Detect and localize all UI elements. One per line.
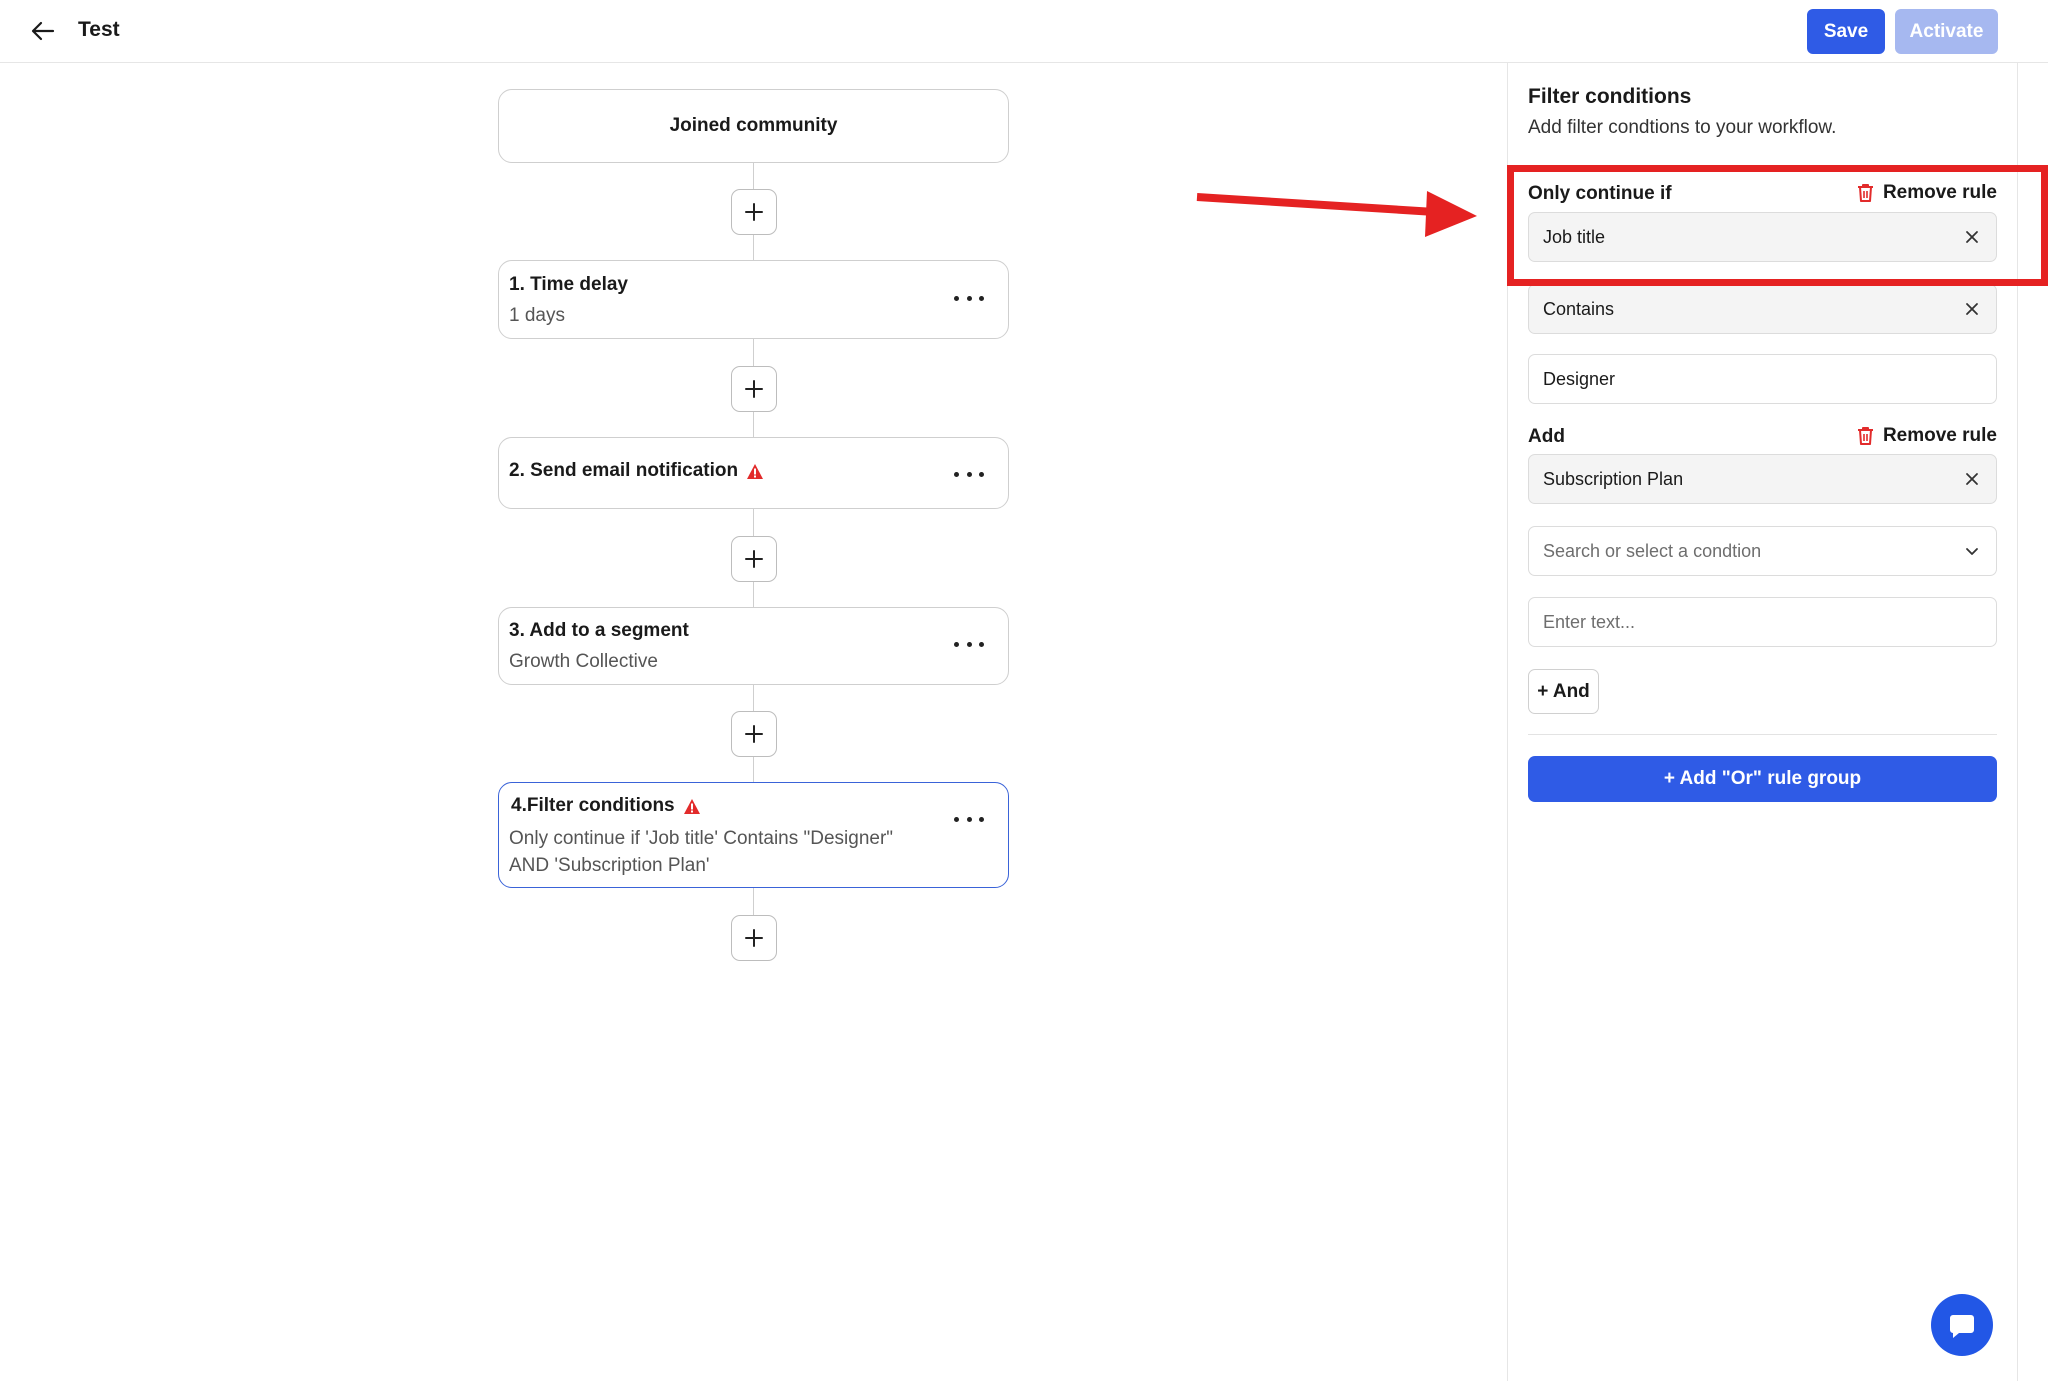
step-send-email[interactable] xyxy=(498,437,1009,509)
rule-operator-value: Contains xyxy=(1543,298,1615,319)
rule-label: Add xyxy=(1528,426,1565,447)
more-options-icon[interactable] xyxy=(954,288,984,308)
step-filter-conditions[interactable] xyxy=(498,782,1009,888)
enter-text-field[interactable] xyxy=(1543,612,1982,633)
chat-icon xyxy=(1947,1310,1977,1340)
remove-rule-label: Remove rule xyxy=(1882,182,1997,203)
trigger-label: Joined community xyxy=(669,115,838,136)
add-step-button[interactable] xyxy=(731,915,777,961)
step-title xyxy=(509,274,628,296)
text-input[interactable] xyxy=(1528,597,1997,647)
step-title-text: 4.Filter conditions xyxy=(511,795,675,816)
more-options-icon[interactable] xyxy=(954,634,984,654)
add-step-button[interactable] xyxy=(731,366,777,412)
step-title xyxy=(509,620,689,642)
step-add-segment[interactable] xyxy=(498,607,1009,685)
panel-description: Add filter condtions to your workflow. xyxy=(1528,117,1837,138)
step-title-text: 2. Send email notification xyxy=(509,460,739,481)
flow-connector xyxy=(753,888,754,915)
panel-title: Filter conditions xyxy=(1528,85,1692,108)
remove-rule-label: Remove rule xyxy=(1882,425,1997,446)
step-title-text: 3. Add to a segment xyxy=(509,620,689,641)
top-bar xyxy=(0,0,2048,63)
step-subtitle: 1 days xyxy=(509,305,565,326)
more-options-icon[interactable] xyxy=(954,464,984,484)
rule-label: Only continue if xyxy=(1528,183,1672,204)
rule-field-value: Job title xyxy=(1543,226,1606,247)
rule-value-text: Designer xyxy=(1543,368,1616,389)
clear-icon[interactable] xyxy=(1962,299,1982,319)
remove-rule-button[interactable] xyxy=(1857,425,1997,447)
step-title xyxy=(511,795,701,817)
rule-operator-select[interactable] xyxy=(1528,284,1997,334)
chat-support-button[interactable] xyxy=(1931,1294,1993,1356)
chevron-down-icon[interactable] xyxy=(1962,541,1982,561)
plus-icon xyxy=(744,379,764,399)
add-or-rule-group-button[interactable]: + Add "Or" rule group xyxy=(1528,756,1997,802)
condition-select[interactable] xyxy=(1528,526,1997,576)
add-step-button[interactable] xyxy=(731,536,777,582)
step-subtitle-line1: Only continue if 'Job title' Contains "Designer" xyxy=(509,828,894,849)
annotation-arrow-icon xyxy=(1195,185,1480,245)
add-step-button[interactable] xyxy=(731,189,777,235)
divider xyxy=(1528,734,1997,735)
warning-icon xyxy=(746,463,764,480)
trigger-node[interactable] xyxy=(498,89,1009,163)
page-title: Test xyxy=(78,18,120,41)
add-and-button[interactable]: + And xyxy=(1528,669,1599,714)
more-options-icon[interactable] xyxy=(954,809,984,829)
clear-icon[interactable] xyxy=(1962,469,1982,489)
plus-icon xyxy=(744,202,764,222)
activate-button[interactable]: Activate xyxy=(1895,9,1998,54)
plus-icon xyxy=(744,928,764,948)
plus-icon xyxy=(744,549,764,569)
step-time-delay[interactable] xyxy=(498,260,1009,339)
warning-icon xyxy=(683,798,701,815)
add-step-button[interactable] xyxy=(731,711,777,757)
rule-value-input[interactable] xyxy=(1528,354,1997,404)
back-arrow-icon[interactable] xyxy=(26,14,60,48)
rule-field-select[interactable] xyxy=(1528,454,1997,504)
annotation-highlight-box xyxy=(1507,165,2048,286)
plus-icon xyxy=(744,724,764,744)
rule-field-value: Subscription Plan xyxy=(1543,468,1684,489)
save-button[interactable]: Save xyxy=(1807,9,1885,54)
step-title-text: 1. Time delay xyxy=(509,274,628,295)
condition-placeholder: Search or select a condtion xyxy=(1543,540,1762,561)
step-subtitle-line2: AND 'Subscription Plan' xyxy=(509,855,710,876)
step-title xyxy=(509,460,764,482)
step-subtitle: Growth Collective xyxy=(509,651,658,672)
trash-icon xyxy=(1857,426,1874,446)
